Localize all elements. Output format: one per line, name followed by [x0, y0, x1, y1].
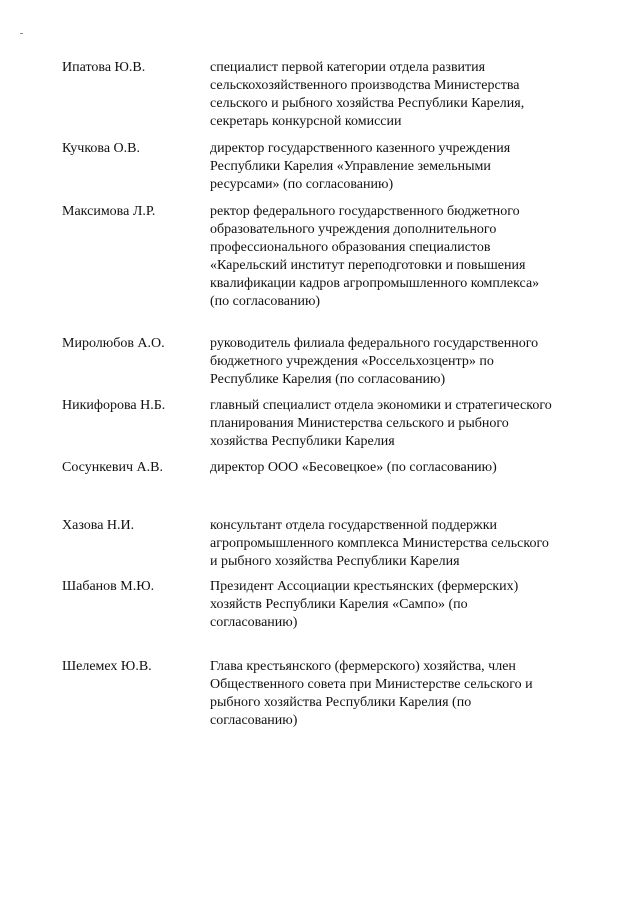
member-position	[210, 140, 605, 194]
member-position	[210, 517, 605, 571]
member-name: Шелемех Ю.В.	[62, 659, 152, 674]
position-line: (по согласованию)	[210, 294, 321, 309]
position-line: директор ООО «Бесовецкое» (по согласованию)	[210, 460, 497, 475]
member-position	[210, 578, 605, 632]
position-line: хозяйства Республики Карелия	[210, 434, 395, 449]
position-line: и рыбного хозяйства Республики Карелия	[210, 554, 460, 569]
member-position	[210, 335, 605, 389]
position-line: сельского и рыбного хозяйства Республики Карелия,	[210, 96, 525, 111]
position-line: специалист первой категории отдела развития	[210, 60, 486, 75]
position-line: «Карельский институт переподготовки и повышения	[210, 258, 526, 273]
member-name: Максимова Л.Р.	[62, 204, 156, 219]
member-name: Кучкова О.В.	[62, 141, 141, 156]
position-line: Республике Карелия (по согласованию)	[210, 372, 446, 387]
position-line: Общественного совета при Министерстве сельского и	[210, 677, 533, 692]
position-line: ректор федерального государственного бюджетного	[210, 204, 520, 219]
position-line: руководитель филиала федерального государственного	[210, 336, 539, 351]
position-line: образовательного учреждения дополнительного	[210, 222, 497, 237]
member-name: Шабанов М.Ю.	[62, 579, 155, 594]
position-line: бюджетного учреждения «Россельхозцентр» по	[210, 354, 494, 369]
position-line: агропромышленного комплекса Министерства сельского	[210, 536, 549, 551]
position-line: Глава крестьянского (фермерского) хозяйства, член	[210, 659, 516, 674]
position-line: Президент Ассоциации крестьянских (фермерских)	[210, 579, 519, 594]
member-name: Хазова Н.И.	[62, 518, 135, 533]
position-line: главный специалист отдела экономики и стратегического	[210, 398, 552, 413]
member-name: Сосункевич А.В.	[62, 460, 163, 475]
position-line: консультант отдела государственной поддержки	[210, 518, 498, 533]
position-line: рыбного хозяйства Республики Карелия (по	[210, 695, 472, 710]
position-line: сельскохозяйственного производства Министерства	[210, 78, 520, 93]
position-line: профессионального образования специалистов	[210, 240, 491, 255]
position-line: планирования Министерства сельского и рыбного	[210, 416, 509, 431]
member-name: Никифорова Н.Б.	[62, 398, 166, 413]
member-position	[210, 59, 605, 131]
member-position	[210, 203, 605, 311]
member-position	[210, 459, 605, 477]
member-position	[210, 397, 605, 451]
position-line: хозяйств Республики Карелия «Сампо» (по	[210, 597, 468, 612]
position-line: согласованию)	[210, 615, 298, 630]
member-name: Ипатова Ю.В.	[62, 60, 146, 75]
position-line: секретарь конкурсной комиссии	[210, 114, 402, 129]
position-line: согласованию)	[210, 713, 298, 728]
member-name: Миролюбов А.О.	[62, 336, 165, 351]
scan-mark	[20, 33, 23, 34]
position-line: квалификации кадров агропромышленного комплекса»	[210, 276, 540, 291]
position-line: ресурсами» (по согласованию)	[210, 177, 394, 192]
member-position	[210, 658, 605, 730]
position-line: Республики Карелия «Управление земельными	[210, 159, 491, 174]
position-line: директор государственного казенного учреждения	[210, 141, 511, 156]
